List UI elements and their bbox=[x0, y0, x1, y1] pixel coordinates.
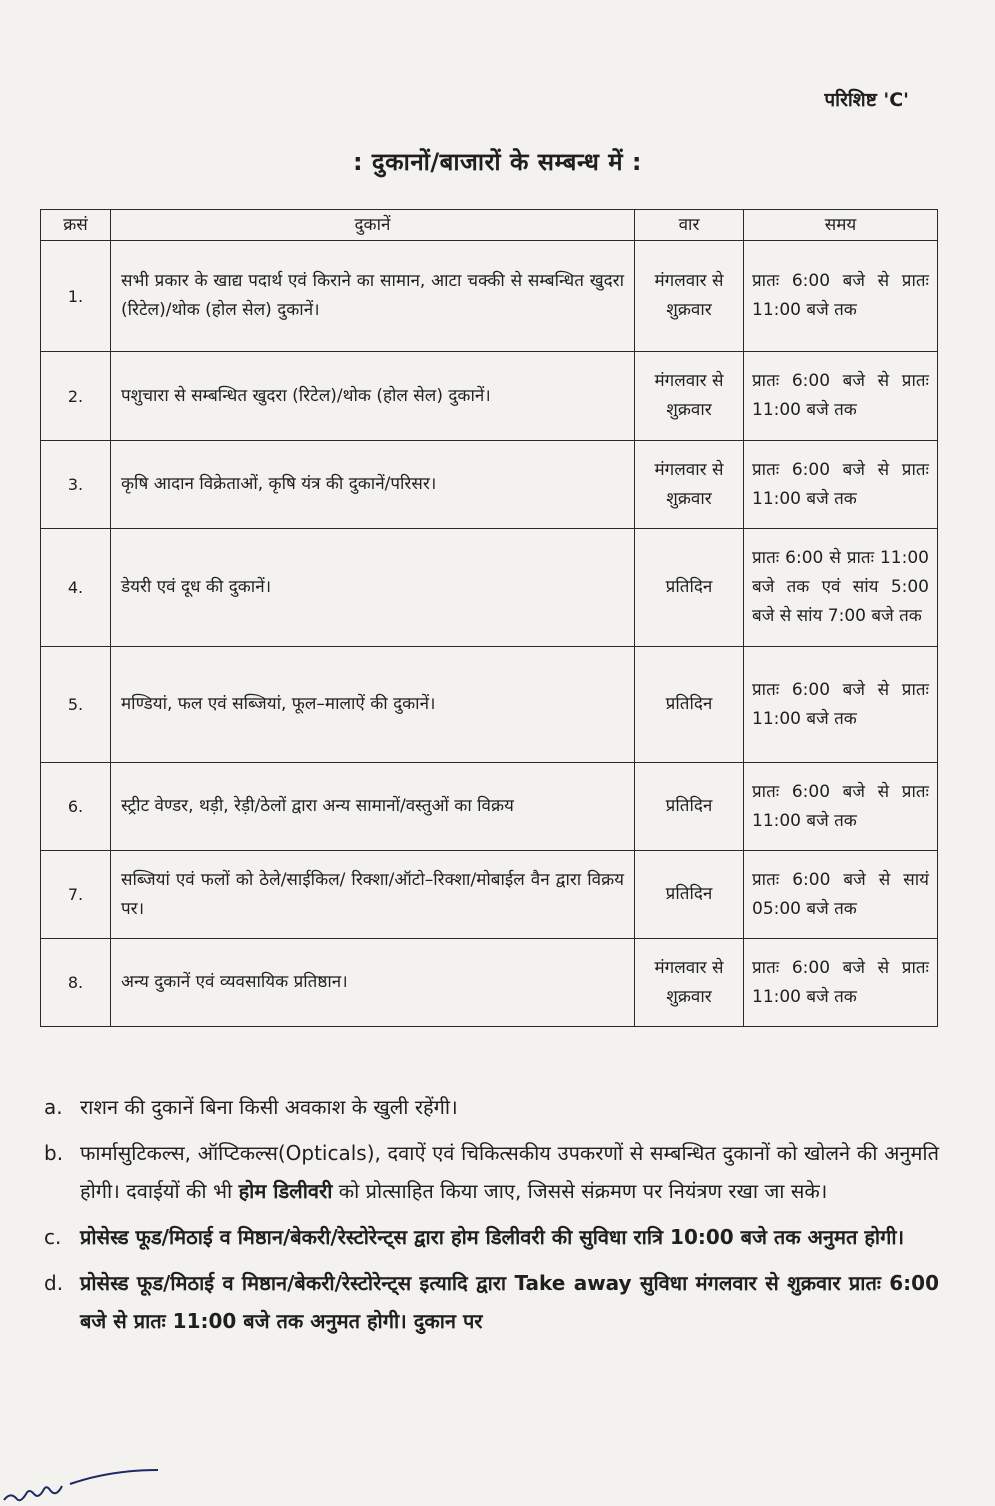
note-text bbox=[80, 1264, 939, 1340]
table-row bbox=[41, 529, 938, 647]
row-timing: प्रातः 6:00 बजे से प्रातः 11:00 बजे तक bbox=[744, 939, 938, 1027]
row-shop-type: पशुचारा से सम्बन्धित खुदरा (रिटेल)/थोक (होल सेल) दुकानें। bbox=[111, 352, 635, 441]
row-shop-type: कृषि आदान विक्रेताओं, कृषि यंत्र की दुकानें/परिसर। bbox=[111, 441, 635, 529]
row-timing: प्रातः 6:00 बजे से प्रातः 11:00 बजे तक bbox=[744, 441, 938, 529]
note-text bbox=[80, 1218, 939, 1256]
row-serial-number: 7. bbox=[41, 851, 111, 939]
note-item bbox=[44, 1088, 939, 1126]
appendix-label: परिशिष्ट 'C' bbox=[824, 89, 909, 111]
table-row bbox=[41, 441, 938, 529]
row-serial-number: 2. bbox=[41, 352, 111, 441]
row-timing: प्रातः 6:00 से प्रातः 11:00 बजे तक एवं सांय 5:00 बजे से सांय 7:00 बजे तक bbox=[744, 529, 938, 647]
table-row bbox=[41, 763, 938, 851]
page-title: : दुकानों/बाजारों के सम्बन्ध में : bbox=[352, 148, 643, 176]
row-serial-number: 3. bbox=[41, 441, 111, 529]
note-text-segment: को प्रोत्साहित किया जाए, जिससे संक्रमण पर नियंत्रण रखा जा सके। bbox=[332, 1179, 828, 1203]
row-timing: प्रातः 6:00 बजे से प्रातः 11:00 बजे तक bbox=[744, 241, 938, 352]
row-shop-type: स्ट्रीट वेण्डर, थड़ी, रेड़ी/ठेलों द्वारा अन्य सामानों/वस्तुओं का विक्रय bbox=[111, 763, 635, 851]
note-item bbox=[44, 1134, 939, 1210]
note-text-bold: प्रोसेस्ड फूड/मिठाई व मिष्ठान/बेकरी/रेस्टोरेन्ट्स द्वारा होम डिलीवरी की सुविधा रात्रि 10:00 बजे तक अनुमत होगी। bbox=[80, 1225, 905, 1249]
row-timing: प्रातः 6:00 बजे से प्रातः 11:00 बजे तक bbox=[744, 763, 938, 851]
table-header-row bbox=[41, 210, 938, 241]
row-serial-number: 8. bbox=[41, 939, 111, 1027]
shops-schedule-table bbox=[40, 209, 938, 1027]
note-text bbox=[80, 1134, 939, 1210]
note-marker: c. bbox=[44, 1225, 62, 1249]
note-marker: b. bbox=[44, 1141, 64, 1165]
row-days: मंगलवार से शुक्रवार bbox=[635, 441, 744, 529]
row-shop-type: डेयरी एवं दूध की दुकानें। bbox=[111, 529, 635, 647]
row-timing: प्रातः 6:00 बजे से प्रातः 11:00 बजे तक bbox=[744, 352, 938, 441]
column-header-shop: दुकानें bbox=[111, 210, 635, 241]
row-days: मंगलवार से शुक्रवार bbox=[635, 352, 744, 441]
row-serial-number: 6. bbox=[41, 763, 111, 851]
row-timing: प्रातः 6:00 बजे से प्रातः 11:00 बजे तक bbox=[744, 647, 938, 763]
table-row bbox=[41, 851, 938, 939]
note-marker: d. bbox=[44, 1271, 64, 1295]
row-days: प्रतिदिन bbox=[635, 529, 744, 647]
column-header-sn: क्रसं bbox=[41, 210, 111, 241]
row-days: प्रतिदिन bbox=[635, 851, 744, 939]
column-header-time: समय bbox=[744, 210, 938, 241]
note-text-bold: होम डिलीवरी bbox=[238, 1179, 333, 1203]
note-item bbox=[44, 1264, 939, 1340]
row-serial-number: 1. bbox=[41, 241, 111, 352]
table-row bbox=[41, 939, 938, 1027]
row-shop-type: मण्डियां, फल एवं सब्जियां, फूल–मालाऐं की दुकानें। bbox=[111, 647, 635, 763]
note-text-segment: फार्मासुटिकल्स, ऑप्टिकल्स(Opticals), दवाऐं एवं चिकित्सकीय उपकरणों से सम्बन्धित दुकानों को खोलने की अनुमति होगी। दवाईयों की भी bbox=[80, 1141, 939, 1203]
row-days: मंगलवार से शुक्रवार bbox=[635, 241, 744, 352]
signature-scribble bbox=[0, 1462, 170, 1506]
row-serial-number: 5. bbox=[41, 647, 111, 763]
row-shop-type: सभी प्रकार के खाद्य पदार्थ एवं किराने का सामान, आटा चक्की से सम्बन्धित खुदरा (रिटेल)/थोक (होल सेल) दुकानें। bbox=[111, 241, 635, 352]
note-marker: a. bbox=[44, 1095, 63, 1119]
note-item bbox=[44, 1218, 939, 1256]
row-days: प्रतिदिन bbox=[635, 763, 744, 851]
row-shop-type: सब्जियां एवं फलों को ठेले/साईकिल/ रिक्शा/ऑटो–रिक्शा/मोबाईल वैन द्वारा विक्रय पर। bbox=[111, 851, 635, 939]
note-text-bold: प्रोसेस्ड फूड/मिठाई व मिष्ठान/बेकरी/रेस्टोरेन्ट्स इत्यादि द्वारा Take away सुविधा मंगलवार से शुक्रवार प्रातः 6:00 बजे से प्रातः 11:00 बजे तक अनुमत होगी। दुकान पर bbox=[80, 1271, 939, 1333]
note-text bbox=[80, 1088, 939, 1126]
column-header-day: वार bbox=[635, 210, 744, 241]
row-serial-number: 4. bbox=[41, 529, 111, 647]
table-row bbox=[41, 241, 938, 352]
table-row bbox=[41, 647, 938, 763]
row-shop-type: अन्य दुकानें एवं व्यवसायिक प्रतिष्ठान। bbox=[111, 939, 635, 1027]
row-days: मंगलवार से शुक्रवार bbox=[635, 939, 744, 1027]
row-days: प्रतिदिन bbox=[635, 647, 744, 763]
table-row bbox=[41, 352, 938, 441]
row-timing: प्रातः 6:00 बजे से सायं 05:00 बजे तक bbox=[744, 851, 938, 939]
notes-list bbox=[44, 1088, 939, 1348]
note-text-segment: राशन की दुकानें बिना किसी अवकाश के खुली रहेंगी। bbox=[80, 1095, 458, 1119]
